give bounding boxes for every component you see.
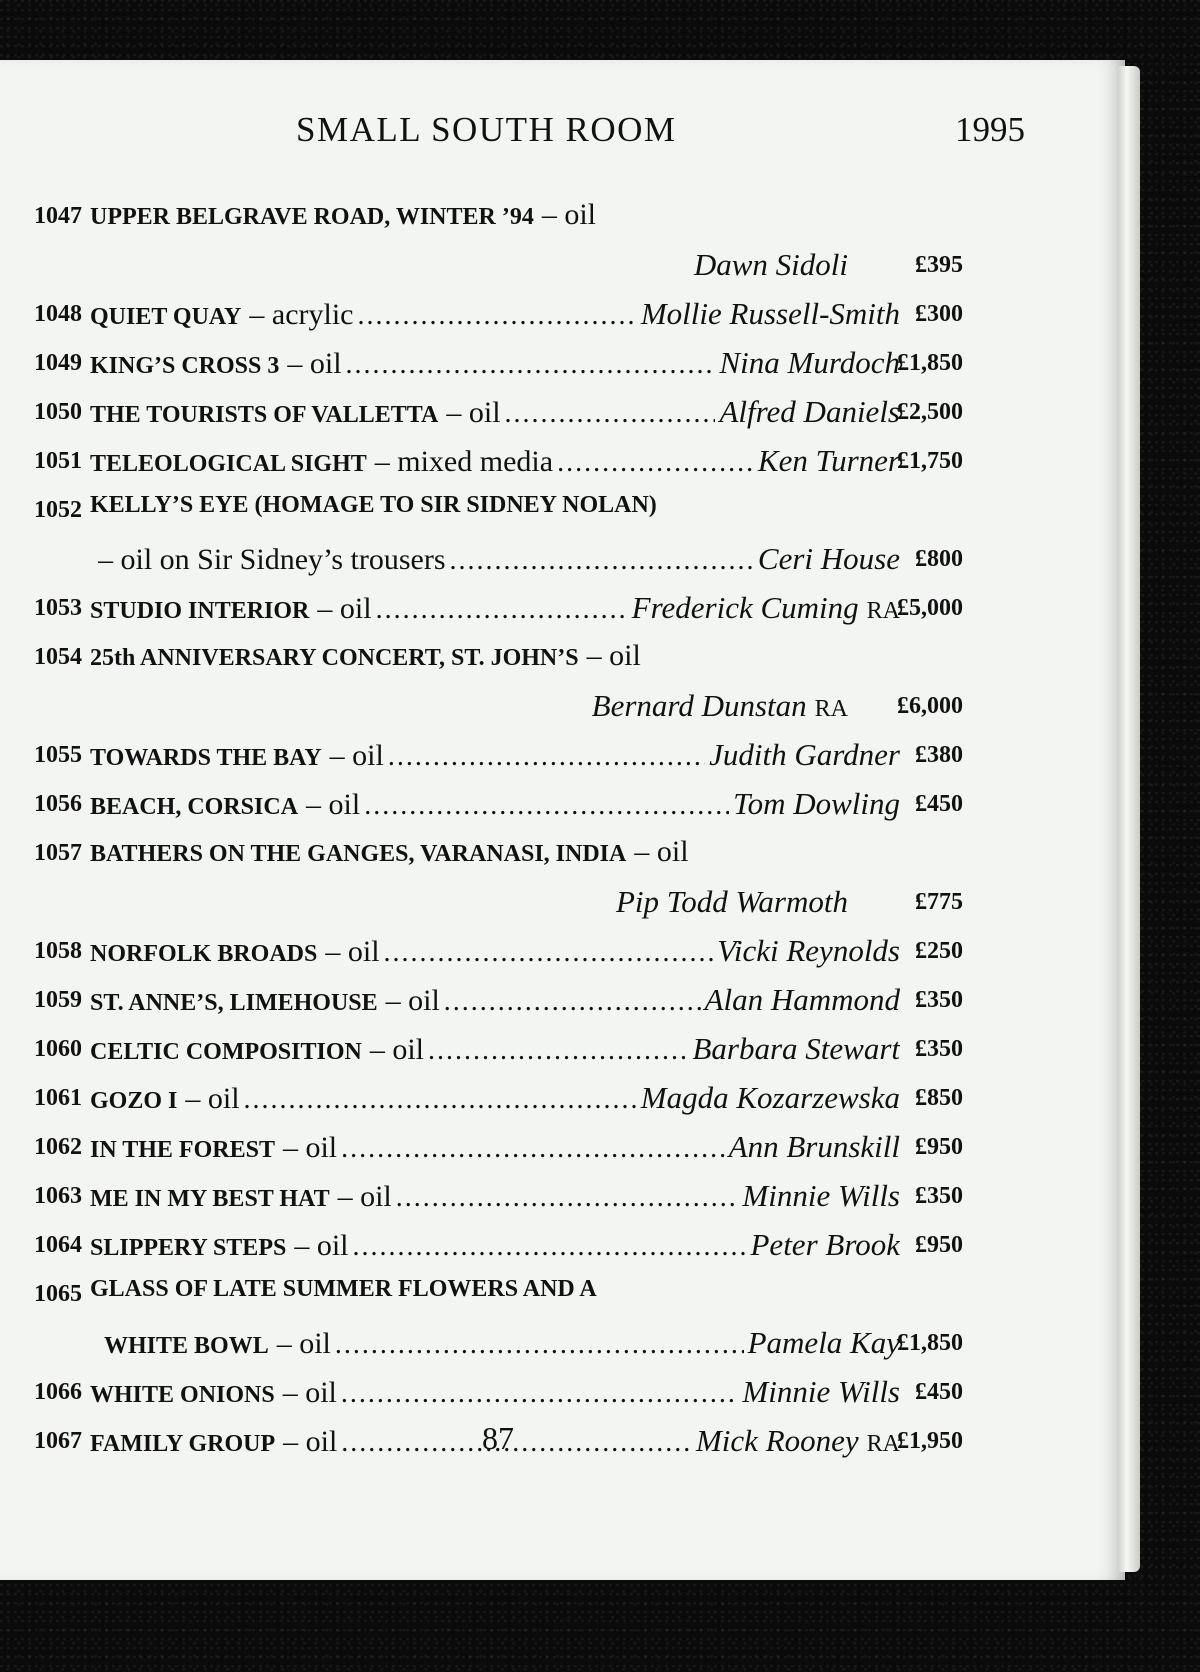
entry-number: 1055 xyxy=(34,742,82,768)
entry-medium: – oil xyxy=(325,935,380,968)
entry-number: 1057 xyxy=(34,840,82,866)
leader-dots xyxy=(341,1378,739,1410)
entry-number: 1067 xyxy=(34,1428,82,1454)
catalogue-entry xyxy=(0,394,1125,443)
entry-price: £450 xyxy=(915,1379,963,1405)
entry-artist: Minnie Wills xyxy=(742,1374,900,1409)
entry-title: UPPER BELGRAVE ROAD, WINTER ’94 xyxy=(90,204,534,230)
entry-title: WHITE ONIONS xyxy=(90,1382,275,1408)
entry-price: £5,000 xyxy=(897,595,963,621)
entry-medium: – oil xyxy=(283,1425,338,1458)
entry-number: 1050 xyxy=(34,399,82,425)
leader-dots xyxy=(384,937,714,969)
entry-medium: – oil on Sir Sidney’s trousers xyxy=(98,543,446,576)
entry-artist-wrap xyxy=(717,933,900,969)
entry-number: 1061 xyxy=(34,1085,82,1111)
entry-content xyxy=(90,737,900,773)
entry-price: £1,850 xyxy=(897,1330,963,1356)
entry-title: TOWARDS THE BAY xyxy=(90,745,322,771)
entry-number: 1064 xyxy=(34,1232,82,1258)
entry-medium: – oil xyxy=(276,1327,331,1360)
entry-number: 1066 xyxy=(34,1379,82,1405)
entry-title: ME IN MY BEST HAT xyxy=(90,1186,330,1212)
entry-artist: Tom Dowling xyxy=(733,786,900,821)
entry-number: 1047 xyxy=(34,203,82,229)
entry-medium: – mixed media xyxy=(374,445,554,478)
catalogue-entry-continued xyxy=(0,884,1125,933)
entry-number: 1056 xyxy=(34,791,82,817)
entry-price: £450 xyxy=(915,791,963,817)
catalogue-entry xyxy=(0,1129,1125,1178)
leader-dots xyxy=(450,545,754,577)
entry-title: CELTIC COMPOSITION xyxy=(90,1039,362,1065)
leader-dots xyxy=(376,594,628,626)
entry-content xyxy=(90,933,900,969)
leader-dots xyxy=(341,1133,725,1165)
entry-price: £300 xyxy=(915,301,963,327)
leader-dots xyxy=(335,1329,744,1361)
entry-price: £250 xyxy=(915,938,963,964)
entry-content xyxy=(90,1227,900,1263)
entry-medium: – oil xyxy=(586,639,641,672)
entry-number: 1065 xyxy=(34,1281,82,1307)
catalogue-entry xyxy=(0,1276,1125,1325)
entry-number: 1048 xyxy=(34,301,82,327)
entry-medium: – oil xyxy=(329,739,384,772)
leader-dots xyxy=(444,986,701,1018)
entry-artist: Dawn Sidoli xyxy=(693,247,848,282)
entry-artist: Mollie Russell-Smith xyxy=(640,296,900,331)
entry-artist: Ceri House xyxy=(757,541,900,576)
entry-medium: – oil xyxy=(446,396,501,429)
entry-medium: – acrylic xyxy=(249,298,354,331)
entry-content xyxy=(90,1031,900,1067)
entry-title: THE TOURISTS OF VALLETTA xyxy=(90,402,439,428)
catalogue-entry xyxy=(0,639,1125,688)
leader-dots xyxy=(353,1231,747,1263)
catalogue-entry xyxy=(0,1374,1125,1423)
entry-title: BATHERS ON THE GANGES, VARANASI, INDIA xyxy=(90,841,627,867)
entry-content xyxy=(90,835,900,869)
entry-content xyxy=(90,1080,900,1116)
entry-artist: Pamela Kay xyxy=(747,1325,900,1360)
entry-content xyxy=(90,1374,900,1410)
ra-suffix: RA xyxy=(866,1431,900,1457)
entry-artist: Pip Todd Warmoth xyxy=(616,884,848,919)
entry-title: GOZO I xyxy=(90,1088,178,1114)
entry-number: 1058 xyxy=(34,938,82,964)
catalogue-entry xyxy=(0,492,1125,541)
entry-content xyxy=(90,1276,900,1303)
entry-content xyxy=(90,1178,900,1214)
entry-title: FAMILY GROUP xyxy=(90,1431,276,1457)
entry-number: 1062 xyxy=(34,1134,82,1160)
ra-suffix: RA xyxy=(866,598,900,624)
entry-number: 1063 xyxy=(34,1183,82,1209)
entry-content xyxy=(90,639,900,673)
leader-dots xyxy=(244,1084,637,1116)
catalogue-entry xyxy=(0,835,1125,884)
catalogue-entry xyxy=(0,198,1125,247)
entry-title: ST. ANNE’S, LIMEHOUSE xyxy=(90,990,378,1016)
leader-dots xyxy=(396,1182,739,1214)
entry-artist-wrap xyxy=(705,982,900,1018)
entry-artist-wrap xyxy=(696,1423,900,1459)
entry-title: 25th ANNIVERSARY CONCERT, ST. JOHN’S xyxy=(90,645,579,671)
entry-artist-line xyxy=(616,884,848,920)
entry-price: £350 xyxy=(915,987,963,1013)
leader-dots xyxy=(505,398,716,430)
entry-artist-wrap xyxy=(729,1129,900,1165)
entry-medium: – oil xyxy=(317,592,372,625)
entry-content xyxy=(90,786,900,822)
year: 1995 xyxy=(955,110,1025,149)
leader-dots xyxy=(388,741,705,773)
entry-artist: Frederick Cuming xyxy=(631,590,859,625)
leader-dots xyxy=(557,447,754,479)
entry-price: £850 xyxy=(915,1085,963,1111)
entry-artist: Bernard Dunstan xyxy=(591,688,807,723)
entry-content xyxy=(90,982,900,1018)
room-title: SMALL SOUTH ROOM xyxy=(296,110,677,149)
entry-artist: Mick Rooney xyxy=(695,1423,859,1458)
catalogue-list xyxy=(0,198,1125,1472)
entry-price: £6,000 xyxy=(897,693,963,719)
entry-medium: – oil xyxy=(634,835,689,868)
entry-content xyxy=(90,443,900,479)
entry-artist: Peter Brook xyxy=(750,1227,900,1262)
entry-title: KELLY’S EYE (HOMAGE TO SIR SIDNEY NOLAN) xyxy=(90,492,657,518)
entry-artist: Ken Turner xyxy=(757,443,900,478)
entry-title-continued: WHITE BOWL xyxy=(104,1333,269,1359)
entry-medium: – oil xyxy=(385,984,440,1017)
entry-content xyxy=(90,345,900,381)
entry-content xyxy=(90,1129,900,1165)
catalogue-entry xyxy=(0,1423,1125,1472)
entry-price: £350 xyxy=(915,1183,963,1209)
entry-number: 1051 xyxy=(34,448,82,474)
entry-artist-wrap xyxy=(751,1227,901,1263)
page-header xyxy=(0,110,1125,160)
page-number: 87 xyxy=(482,1420,514,1456)
entry-number: 1053 xyxy=(34,595,82,621)
entry-artist-wrap xyxy=(719,394,900,430)
entry-price: £350 xyxy=(915,1036,963,1062)
catalogue-entry-continued xyxy=(0,1325,1125,1374)
entry-medium: – oil xyxy=(337,1180,392,1213)
catalogue-entry xyxy=(0,786,1125,835)
entry-price: £800 xyxy=(915,546,963,572)
entry-number: 1059 xyxy=(34,987,82,1013)
entry-number: 1049 xyxy=(34,350,82,376)
entry-title: KING’S CROSS 3 xyxy=(90,353,280,379)
entry-title: BEACH, CORSICA xyxy=(90,794,299,820)
entry-medium: – oil xyxy=(369,1033,425,1066)
entry-title: SLIPPERY STEPS xyxy=(90,1235,287,1261)
entry-medium: – oil xyxy=(282,1376,337,1409)
entry-content xyxy=(90,394,900,430)
entry-artist-wrap xyxy=(719,345,900,381)
catalogue-entry xyxy=(0,296,1125,345)
leader-dots xyxy=(428,1035,688,1067)
entry-artist: Ann Brunskill xyxy=(728,1129,900,1164)
entry-price: £1,850 xyxy=(897,350,963,376)
leader-dots xyxy=(364,790,729,822)
leader-dots xyxy=(358,300,637,332)
catalogue-entry xyxy=(0,443,1125,492)
entry-medium: – oil xyxy=(287,347,342,380)
entry-artist: Vicki Reynolds xyxy=(717,933,900,968)
entry-title: NORFOLK BROADS xyxy=(90,941,318,967)
leader-dots xyxy=(346,349,716,381)
entry-title: QUIET QUAY xyxy=(90,304,242,330)
catalogue-entry xyxy=(0,737,1125,786)
entry-artist-wrap xyxy=(632,590,900,626)
entry-artist-wrap xyxy=(742,1374,900,1410)
entry-content xyxy=(90,492,900,519)
entry-medium: – oil xyxy=(282,1131,338,1164)
catalogue-entry xyxy=(0,1178,1125,1227)
entry-price: £2,500 xyxy=(897,399,963,425)
catalogue-entry xyxy=(0,1031,1125,1080)
entry-price: £775 xyxy=(915,889,963,915)
entry-artist-wrap xyxy=(758,443,900,479)
entry-price: £1,950 xyxy=(897,1428,963,1454)
entry-medium: – oil xyxy=(185,1082,240,1115)
entry-number: 1054 xyxy=(34,644,82,670)
entry-content xyxy=(90,590,900,626)
entry-artist-line xyxy=(694,247,848,283)
entry-artist-wrap xyxy=(709,737,900,773)
ra-suffix: RA xyxy=(814,696,848,722)
entry-artist-wrap xyxy=(641,1080,900,1116)
catalogue-entry xyxy=(0,345,1125,394)
entry-number: 1052 xyxy=(34,497,82,523)
entry-price: £395 xyxy=(915,252,963,278)
entry-title: TELEOLOGICAL SIGHT xyxy=(90,451,367,477)
entry-price: £380 xyxy=(915,742,963,768)
entry-artist-wrap xyxy=(733,786,900,822)
catalogue-entry-continued xyxy=(0,688,1125,737)
entry-artist: Judith Gardner xyxy=(709,737,900,772)
entry-medium: – oil xyxy=(306,788,361,821)
entry-artist: Barbara Stewart xyxy=(692,1031,900,1066)
entry-artist-line xyxy=(592,688,848,724)
entry-price: £1,750 xyxy=(897,448,963,474)
entry-price: £950 xyxy=(915,1134,963,1160)
entry-title: GLASS OF LATE SUMMER FLOWERS AND A xyxy=(90,1276,597,1302)
catalogue-entry xyxy=(0,1227,1125,1276)
catalogue-entry-continued xyxy=(0,247,1125,296)
entry-artist-wrap xyxy=(641,296,900,332)
entry-medium: – oil xyxy=(541,198,597,231)
entry-artist-wrap xyxy=(692,1031,900,1067)
entry-artist-wrap xyxy=(742,1178,900,1214)
entry-content xyxy=(90,296,900,332)
entry-content xyxy=(98,541,900,577)
entry-title: STUDIO INTERIOR xyxy=(90,598,310,624)
entry-artist: Minnie Wills xyxy=(742,1178,900,1213)
catalogue-entry xyxy=(0,590,1125,639)
entry-artist: Magda Kozarzewska xyxy=(640,1080,900,1115)
entry-title: IN THE FOREST xyxy=(90,1137,275,1163)
leader-dots xyxy=(341,1427,692,1459)
entry-content xyxy=(90,198,900,232)
catalogue-entry xyxy=(0,933,1125,982)
entry-medium: – oil xyxy=(294,1229,349,1262)
entry-artist: Alan Hammond xyxy=(704,982,900,1017)
catalogue-entry xyxy=(0,1080,1125,1129)
entry-content xyxy=(104,1325,900,1361)
entry-artist: Alfred Daniels xyxy=(719,394,900,429)
entry-number: 1060 xyxy=(34,1036,82,1062)
entry-price: £950 xyxy=(915,1232,963,1258)
catalogue-entry-continued xyxy=(0,541,1125,590)
catalogue-entry xyxy=(0,982,1125,1031)
entry-artist: Nina Murdoch xyxy=(719,345,900,380)
